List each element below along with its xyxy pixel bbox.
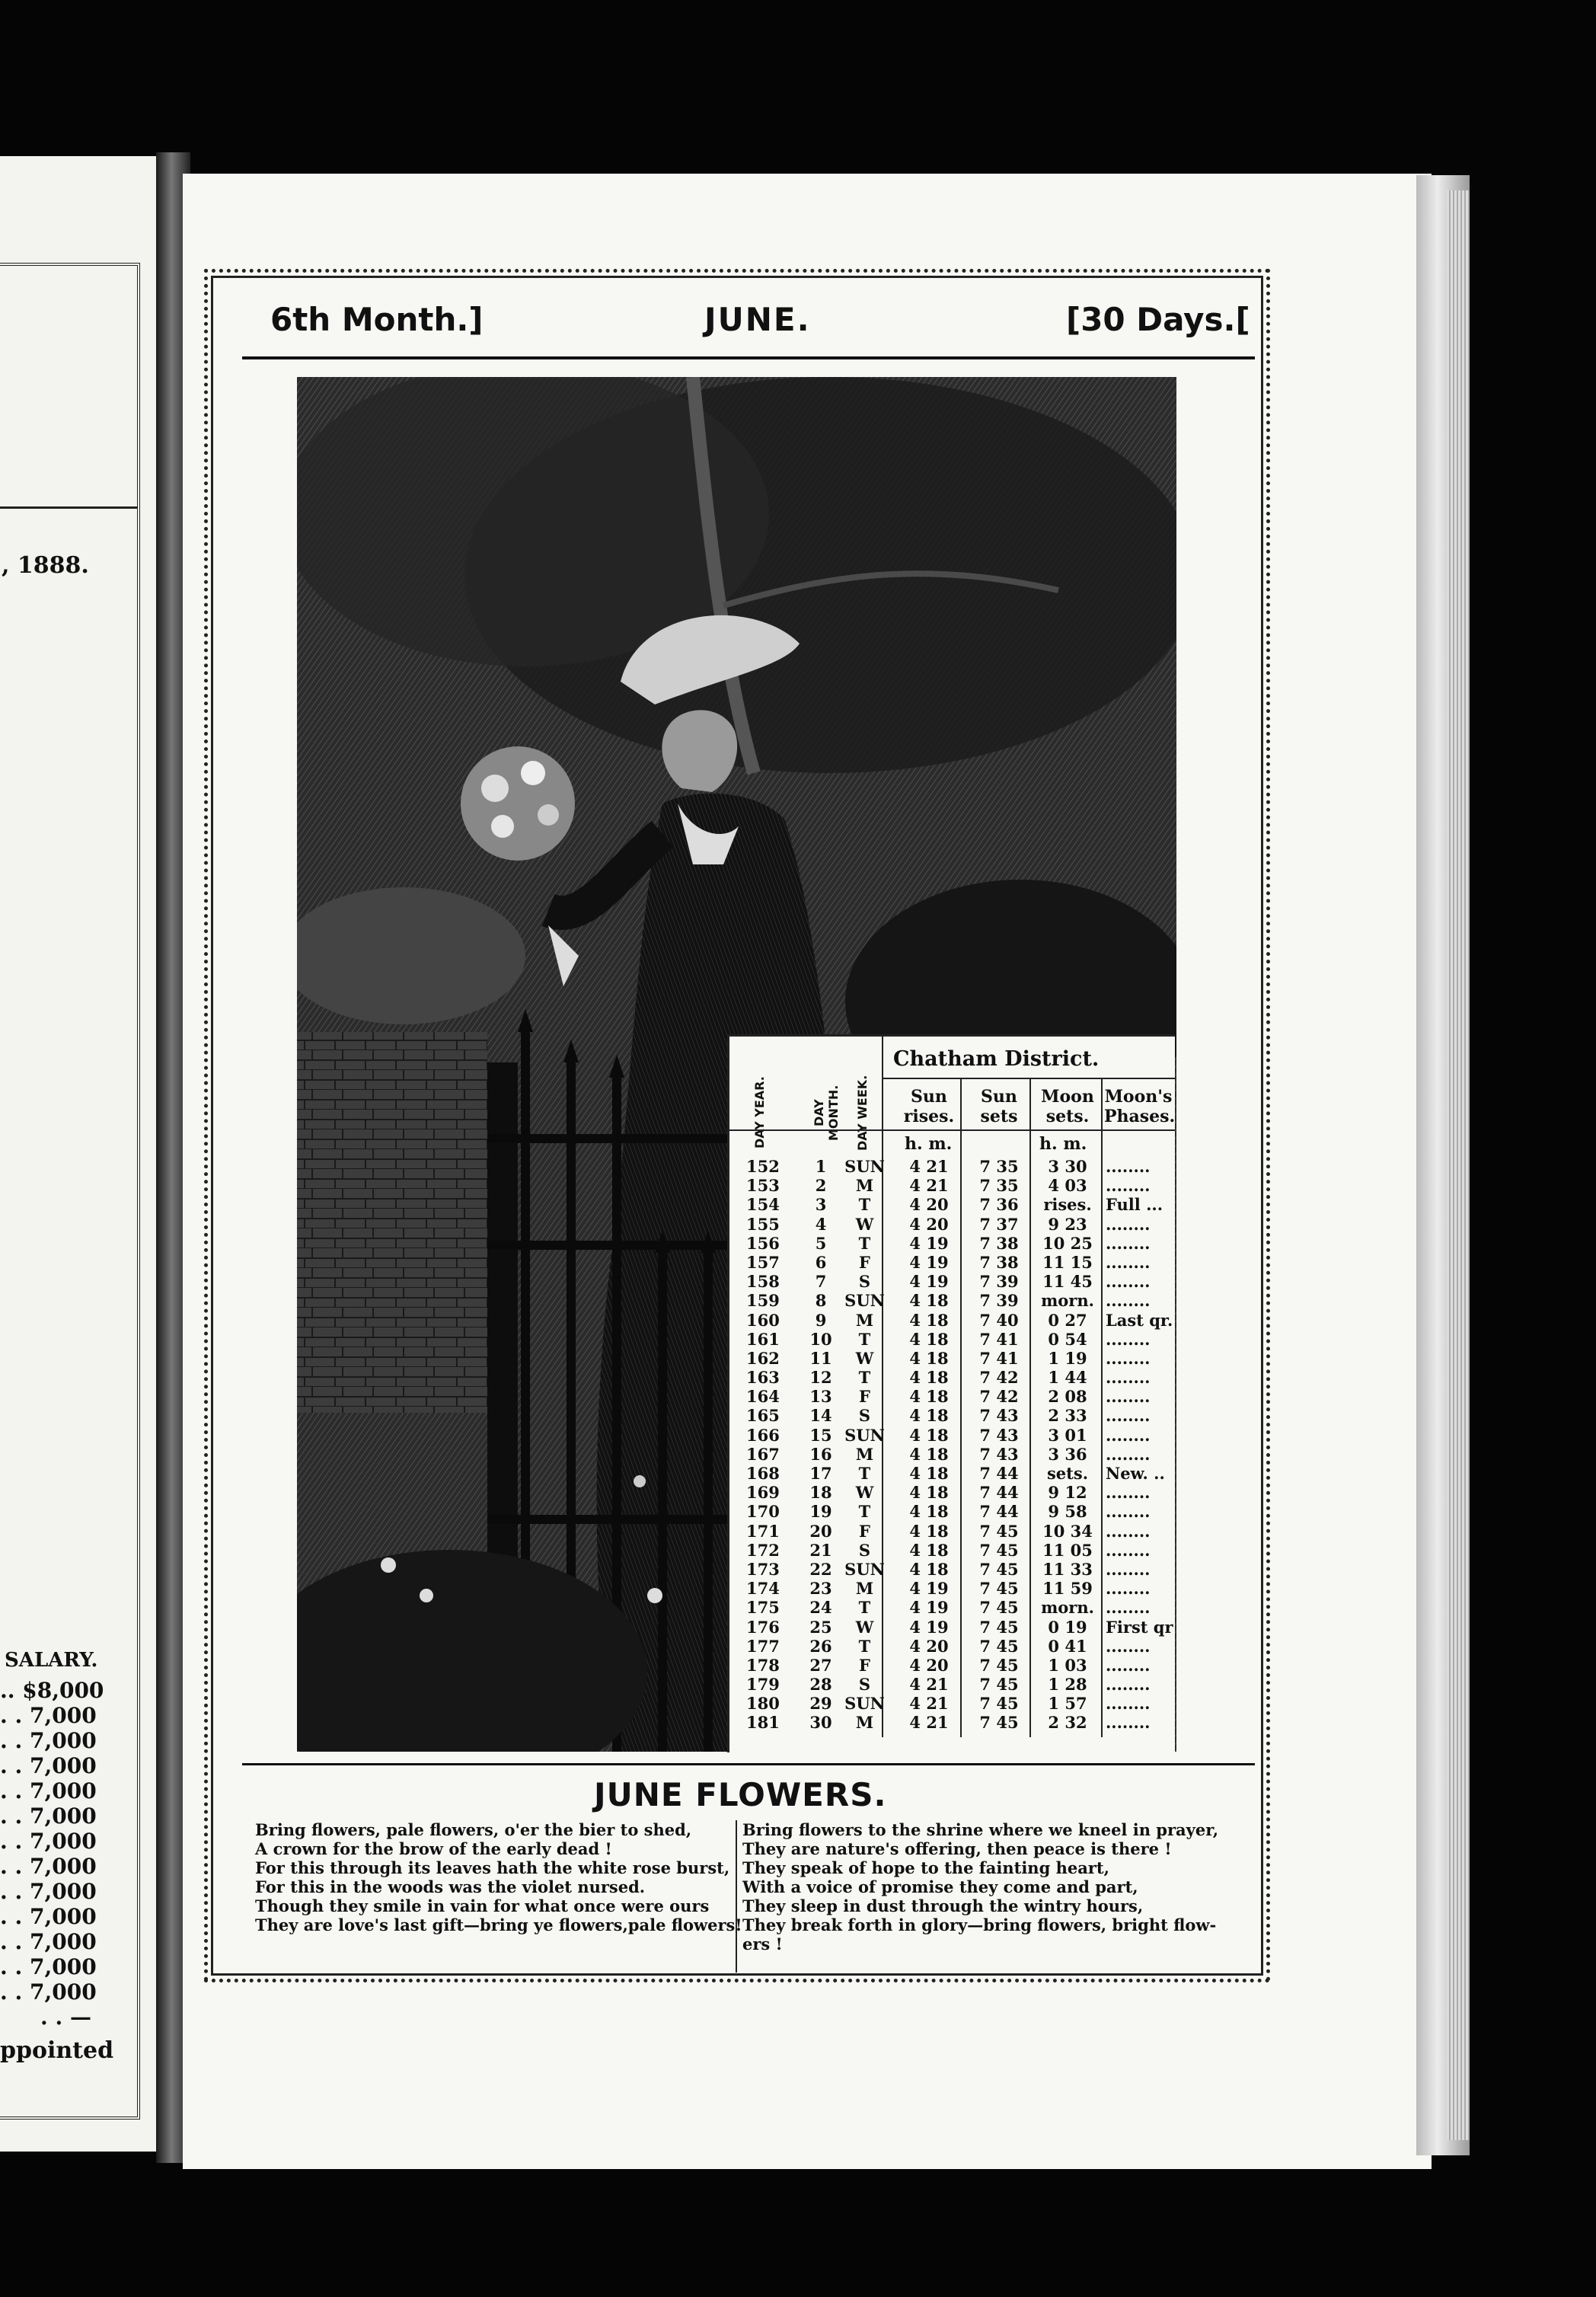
moon-phase-cell: ........ bbox=[1106, 1655, 1151, 1675]
moon-phase-cell: ........ bbox=[1106, 1233, 1151, 1253]
day-of-year-cell: 176 bbox=[746, 1617, 780, 1637]
poem-line: With a voice of promise they come and part, bbox=[742, 1877, 1138, 1896]
moon-phase-cell: ........ bbox=[1106, 1425, 1151, 1445]
day-of-month-cell: 1 bbox=[815, 1157, 827, 1176]
sun-rises-cell: 4 19 bbox=[909, 1272, 949, 1292]
table-row bbox=[729, 1522, 1175, 1541]
sun-rises-cell: 4 18 bbox=[909, 1406, 949, 1426]
sun-rises-cell: 4 20 bbox=[909, 1214, 949, 1234]
moon-phase-cell: ........ bbox=[1106, 1675, 1151, 1695]
day-of-year-cell: 164 bbox=[746, 1387, 780, 1407]
table-row bbox=[729, 1618, 1175, 1637]
day-of-year-cell: 157 bbox=[746, 1252, 780, 1272]
day-of-year-cell: 174 bbox=[746, 1579, 780, 1599]
sun-rises-cell: 4 18 bbox=[909, 1310, 949, 1330]
moon-phase-cell: ........ bbox=[1106, 1176, 1151, 1196]
table-row bbox=[729, 1694, 1175, 1713]
moon-sets-cell: 2 33 bbox=[1048, 1406, 1087, 1426]
day-of-week-cell: F bbox=[859, 1252, 870, 1272]
day-of-month-cell: 17 bbox=[809, 1464, 832, 1483]
salary-heading: SALARY. bbox=[5, 1649, 98, 1672]
day-of-month-cell: 10 bbox=[809, 1329, 832, 1349]
moon-sets-cell: 0 19 bbox=[1048, 1617, 1087, 1637]
moon-sets-cell: 4 03 bbox=[1048, 1176, 1087, 1196]
poem-line: They are nature's offering, then peace is there ! bbox=[742, 1839, 1172, 1858]
day-of-year-cell: 163 bbox=[746, 1368, 780, 1388]
almanac-rows bbox=[729, 1157, 1175, 1733]
moon-phase-cell: ........ bbox=[1106, 1444, 1151, 1464]
day-of-year-cell: 171 bbox=[746, 1521, 780, 1541]
day-of-week-cell: SUN bbox=[844, 1559, 885, 1579]
sun-sets-cell: 7 35 bbox=[979, 1176, 1019, 1196]
moon-sets-cell: 1 57 bbox=[1048, 1694, 1087, 1714]
moon-phase-cell: ........ bbox=[1106, 1559, 1151, 1579]
col-moon-sets: Moon sets. bbox=[1041, 1087, 1094, 1126]
sun-rises-cell: 4 18 bbox=[909, 1483, 949, 1503]
sun-rises-cell: 4 18 bbox=[909, 1291, 949, 1311]
day-of-month-cell: 20 bbox=[809, 1521, 832, 1541]
moon-sets-cell: 2 32 bbox=[1048, 1713, 1087, 1733]
table-row bbox=[729, 1349, 1175, 1368]
moon-phase-cell: New. .. bbox=[1106, 1464, 1165, 1483]
table-row bbox=[729, 1541, 1175, 1560]
day-of-month-cell: 25 bbox=[809, 1617, 832, 1637]
moon-sets-cell: sets. bbox=[1046, 1464, 1089, 1483]
day-of-month-cell: 19 bbox=[809, 1502, 832, 1522]
moon-sets-cell: morn. bbox=[1041, 1291, 1094, 1311]
table-row bbox=[729, 1426, 1175, 1445]
moon-sets-cell: 0 54 bbox=[1048, 1329, 1087, 1349]
day-of-month-cell: 5 bbox=[815, 1233, 827, 1253]
sun-sets-cell: 7 39 bbox=[979, 1272, 1019, 1292]
day-of-week-cell: F bbox=[859, 1387, 870, 1407]
moon-sets-cell: 1 19 bbox=[1048, 1348, 1087, 1368]
day-of-year-cell: 178 bbox=[746, 1655, 780, 1675]
day-of-week-cell: SUN bbox=[844, 1694, 885, 1714]
day-of-week-cell: W bbox=[855, 1483, 874, 1503]
salary-value: . . — bbox=[40, 2005, 91, 2030]
day-of-week-cell: S bbox=[858, 1272, 871, 1292]
day-of-year-cell: 154 bbox=[746, 1195, 780, 1215]
day-of-month-cell: 9 bbox=[815, 1310, 827, 1330]
day-of-week-cell: M bbox=[855, 1579, 874, 1599]
moon-sets-cell: 10 34 bbox=[1042, 1521, 1093, 1541]
day-of-month-cell: 13 bbox=[809, 1387, 832, 1407]
table-row bbox=[729, 1483, 1175, 1502]
poem-line: Bring flowers to the shrine where we kneel in prayer, bbox=[742, 1820, 1219, 1839]
header-rule bbox=[242, 356, 1255, 359]
sun-sets-cell: 7 43 bbox=[979, 1425, 1019, 1445]
day-of-year-cell: 153 bbox=[746, 1176, 780, 1196]
sun-sets-cell: 7 41 bbox=[979, 1329, 1019, 1349]
sun-rises-cell: 4 18 bbox=[909, 1348, 949, 1368]
poem-line: ers ! bbox=[742, 1934, 783, 1954]
col-day-month: DAY MONTH. bbox=[812, 1085, 841, 1141]
table-row bbox=[729, 1157, 1175, 1176]
moon-sets-cell: morn. bbox=[1041, 1598, 1094, 1618]
sun-sets-cell: 7 45 bbox=[979, 1636, 1019, 1656]
table-row bbox=[729, 1291, 1175, 1310]
day-of-month-cell: 8 bbox=[815, 1291, 827, 1311]
moon-phase-cell: First qr bbox=[1106, 1617, 1173, 1637]
sun-sets-cell: 7 43 bbox=[979, 1444, 1019, 1464]
moon-phase-cell: ........ bbox=[1106, 1368, 1151, 1388]
sun-sets-cell: 7 44 bbox=[979, 1502, 1019, 1522]
day-of-year-cell: 158 bbox=[746, 1272, 780, 1292]
day-of-year-cell: 169 bbox=[746, 1483, 780, 1503]
moon-phase-cell: ........ bbox=[1106, 1329, 1151, 1349]
poem-line: For this in the woods was the violet nursed. bbox=[255, 1877, 646, 1896]
sun-sets-cell: 7 45 bbox=[979, 1655, 1019, 1675]
day-of-month-cell: 16 bbox=[809, 1444, 832, 1464]
col-sun-rises: Sun rises. bbox=[903, 1087, 955, 1126]
day-of-year-cell: 168 bbox=[746, 1464, 780, 1483]
moon-phase-cell: ........ bbox=[1106, 1214, 1151, 1234]
day-of-week-cell: F bbox=[859, 1521, 870, 1541]
days-count: [30 Days.[ bbox=[1066, 301, 1250, 338]
day-of-week-cell: M bbox=[855, 1310, 874, 1330]
sun-sets-cell: 7 45 bbox=[979, 1579, 1019, 1599]
salary-value: . . 7,000 bbox=[0, 1703, 97, 1728]
moon-phase-cell: ........ bbox=[1106, 1157, 1151, 1176]
day-of-year-cell: 180 bbox=[746, 1694, 780, 1714]
table-row bbox=[729, 1464, 1175, 1483]
day-of-month-cell: 27 bbox=[809, 1655, 832, 1675]
moon-phase-cell: Full ... bbox=[1106, 1195, 1163, 1215]
day-of-month-cell: 14 bbox=[809, 1406, 832, 1426]
sun-sets-cell: 7 41 bbox=[979, 1348, 1019, 1368]
sun-rises-cell: 4 19 bbox=[909, 1617, 949, 1637]
sun-rises-cell: 4 18 bbox=[909, 1387, 949, 1407]
moon-phase-cell: ........ bbox=[1106, 1483, 1151, 1503]
sun-sets-cell: 7 45 bbox=[979, 1540, 1019, 1560]
moon-phase-cell: ........ bbox=[1106, 1502, 1151, 1522]
day-of-week-cell: S bbox=[858, 1675, 871, 1695]
day-of-year-cell: 155 bbox=[746, 1214, 780, 1234]
day-of-week-cell: T bbox=[858, 1464, 871, 1483]
day-of-week-cell: T bbox=[858, 1195, 871, 1215]
day-of-year-cell: 170 bbox=[746, 1502, 780, 1522]
sun-sets-cell: 7 45 bbox=[979, 1694, 1019, 1714]
moon-phase-cell: ........ bbox=[1106, 1694, 1151, 1714]
moon-sets-cell: rises. bbox=[1043, 1195, 1092, 1215]
poem-divider bbox=[736, 1820, 737, 1973]
moon-phase-cell: ........ bbox=[1106, 1348, 1151, 1368]
moon-sets-cell: 1 28 bbox=[1048, 1675, 1087, 1695]
moon-phase-cell: ........ bbox=[1106, 1540, 1151, 1560]
header-rule bbox=[729, 1129, 1175, 1131]
salary-value: . . 7,000 bbox=[0, 1728, 97, 1753]
table-row bbox=[729, 1560, 1175, 1579]
table-row bbox=[729, 1330, 1175, 1349]
day-of-month-cell: 21 bbox=[809, 1540, 832, 1560]
table-row bbox=[729, 1675, 1175, 1694]
sun-rises-cell: 4 19 bbox=[909, 1233, 949, 1253]
sun-rises-cell: 4 21 bbox=[909, 1694, 949, 1714]
appointed-text: ppointed bbox=[0, 2037, 114, 2064]
day-of-year-cell: 159 bbox=[746, 1291, 780, 1311]
day-of-year-cell: 175 bbox=[746, 1598, 780, 1618]
salary-value: . . 7,000 bbox=[0, 1879, 97, 1904]
day-of-week-cell: T bbox=[858, 1233, 871, 1253]
sun-sets-cell: 7 45 bbox=[979, 1713, 1019, 1733]
day-of-month-cell: 18 bbox=[809, 1483, 832, 1503]
day-of-week-cell: T bbox=[858, 1329, 871, 1349]
table-row bbox=[729, 1579, 1175, 1598]
table-row bbox=[729, 1253, 1175, 1272]
moon-sets-cell: 1 03 bbox=[1048, 1655, 1087, 1675]
moon-phase-cell: ........ bbox=[1106, 1713, 1151, 1733]
table-row bbox=[729, 1195, 1175, 1214]
moon-sets-cell: 0 27 bbox=[1048, 1310, 1087, 1330]
day-of-year-cell: 177 bbox=[746, 1636, 780, 1656]
moon-phase-cell: ........ bbox=[1106, 1291, 1151, 1311]
day-of-year-cell: 165 bbox=[746, 1406, 780, 1426]
sun-sets-cell: 7 45 bbox=[979, 1617, 1019, 1637]
page-edges bbox=[1447, 190, 1470, 2140]
day-of-year-cell: 166 bbox=[746, 1425, 780, 1445]
sun-sets-cell: 7 42 bbox=[979, 1387, 1019, 1407]
salary-value: . . 7,000 bbox=[0, 1829, 97, 1854]
day-of-week-cell: SUN bbox=[844, 1157, 885, 1176]
moon-sets-cell: 2 08 bbox=[1048, 1387, 1087, 1407]
poem-line: Though they smile in vain for what once were ours bbox=[255, 1896, 710, 1915]
sun-rises-cell: 4 18 bbox=[909, 1425, 949, 1445]
moon-sets-cell: 10 25 bbox=[1042, 1233, 1093, 1253]
poem-line: They break forth in glory—bring flowers, bright flow- bbox=[742, 1915, 1217, 1934]
sun-sets-cell: 7 44 bbox=[979, 1464, 1019, 1483]
sun-rises-cell: 4 18 bbox=[909, 1464, 949, 1483]
salary-value: .. $8,000 bbox=[0, 1678, 104, 1703]
moon-sets-cell: 3 30 bbox=[1048, 1157, 1087, 1176]
unit-moon-sets: h. m. bbox=[1039, 1134, 1087, 1154]
col-day-year: DAY YEAR. bbox=[752, 1076, 767, 1149]
day-of-month-cell: 3 bbox=[815, 1195, 827, 1215]
sun-sets-cell: 7 45 bbox=[979, 1559, 1019, 1579]
sun-rises-cell: 4 19 bbox=[909, 1598, 949, 1618]
day-of-week-cell: T bbox=[858, 1368, 871, 1388]
day-of-month-cell: 26 bbox=[809, 1636, 832, 1656]
sun-rises-cell: 4 18 bbox=[909, 1444, 949, 1464]
sun-sets-cell: 7 44 bbox=[979, 1483, 1019, 1503]
day-of-year-cell: 173 bbox=[746, 1559, 780, 1579]
day-of-month-cell: 15 bbox=[809, 1425, 832, 1445]
salary-value: . . 7,000 bbox=[0, 1929, 97, 1954]
district-rule bbox=[882, 1078, 1175, 1079]
table-row bbox=[729, 1637, 1175, 1656]
moon-sets-cell: 11 05 bbox=[1042, 1540, 1093, 1560]
month-name: JUNE. bbox=[704, 301, 811, 338]
poem-line: For this through its leaves hath the white rose burst, bbox=[255, 1858, 730, 1877]
moon-phase-cell: ........ bbox=[1106, 1521, 1151, 1541]
table-row bbox=[729, 1656, 1175, 1675]
day-of-month-cell: 12 bbox=[809, 1368, 832, 1388]
salary-value: . . 7,000 bbox=[0, 1803, 97, 1829]
moon-phase-cell: ........ bbox=[1106, 1598, 1151, 1618]
day-of-year-cell: 172 bbox=[746, 1540, 780, 1560]
sun-rises-cell: 4 20 bbox=[909, 1636, 949, 1656]
day-of-week-cell: W bbox=[855, 1214, 874, 1234]
salary-value: . . 7,000 bbox=[0, 1753, 97, 1778]
day-of-week-cell: SUN bbox=[844, 1291, 885, 1311]
sun-rises-cell: 4 19 bbox=[909, 1579, 949, 1599]
sun-sets-cell: 7 43 bbox=[979, 1406, 1019, 1426]
previous-page-rule bbox=[0, 506, 137, 509]
salary-list bbox=[0, 1678, 104, 2030]
day-of-year-cell: 152 bbox=[746, 1157, 780, 1176]
sun-rises-cell: 4 20 bbox=[909, 1655, 949, 1675]
poem-line: A crown for the brow of the early dead ! bbox=[255, 1839, 612, 1858]
day-of-month-cell: 24 bbox=[809, 1598, 832, 1618]
sun-rises-cell: 4 18 bbox=[909, 1521, 949, 1541]
moon-sets-cell: 11 15 bbox=[1042, 1252, 1093, 1272]
sun-rises-cell: 4 18 bbox=[909, 1329, 949, 1349]
table-row bbox=[729, 1406, 1175, 1425]
poem-left-column bbox=[255, 1820, 742, 1934]
sun-rises-cell: 4 20 bbox=[909, 1195, 949, 1215]
poem-line: They are love's last gift—bring ye flowers,pale flowers! bbox=[255, 1915, 742, 1934]
salary-value: . . 7,000 bbox=[0, 1954, 97, 1979]
day-of-month-cell: 28 bbox=[809, 1675, 832, 1695]
moon-phase-cell: ........ bbox=[1106, 1252, 1151, 1272]
moon-sets-cell: 9 23 bbox=[1048, 1214, 1087, 1234]
day-of-month-cell: 23 bbox=[809, 1579, 832, 1599]
day-of-year-cell: 160 bbox=[746, 1310, 780, 1330]
sun-sets-cell: 7 35 bbox=[979, 1157, 1019, 1176]
day-of-week-cell: T bbox=[858, 1502, 871, 1522]
table-row bbox=[729, 1713, 1175, 1732]
moon-sets-cell: 3 36 bbox=[1048, 1444, 1087, 1464]
poem-right-column bbox=[742, 1820, 1218, 1954]
moon-sets-cell: 11 45 bbox=[1042, 1272, 1093, 1292]
day-of-week-cell: M bbox=[855, 1713, 874, 1733]
col-day-week: DAY WEEK. bbox=[855, 1075, 870, 1151]
district-title: Chatham District. bbox=[893, 1047, 1100, 1071]
day-of-week-cell: T bbox=[858, 1598, 871, 1618]
day-of-month-cell: 11 bbox=[809, 1348, 832, 1368]
sun-rises-cell: 4 21 bbox=[909, 1176, 949, 1196]
sun-rises-cell: 4 21 bbox=[909, 1675, 949, 1695]
sun-rises-cell: 4 18 bbox=[909, 1540, 949, 1560]
sun-rises-cell: 4 18 bbox=[909, 1559, 949, 1579]
almanac-table bbox=[727, 1034, 1175, 1752]
table-row bbox=[729, 1502, 1175, 1521]
moon-sets-cell: 0 41 bbox=[1048, 1636, 1087, 1656]
table-row bbox=[729, 1215, 1175, 1234]
sun-sets-cell: 7 40 bbox=[979, 1310, 1019, 1330]
day-of-week-cell: M bbox=[855, 1176, 874, 1196]
day-of-week-cell: F bbox=[859, 1655, 870, 1675]
sun-rises-cell: 4 18 bbox=[909, 1368, 949, 1388]
day-of-year-cell: 162 bbox=[746, 1348, 780, 1368]
moon-phase-cell: ........ bbox=[1106, 1579, 1151, 1599]
table-row bbox=[729, 1387, 1175, 1406]
sun-rises-cell: 4 21 bbox=[909, 1713, 949, 1733]
salary-value: . . 7,000 bbox=[0, 1979, 97, 2005]
previous-page bbox=[0, 156, 179, 2152]
salary-value: . . 7,000 bbox=[0, 1904, 97, 1929]
sun-rises-cell: 4 21 bbox=[909, 1157, 949, 1176]
sun-sets-cell: 7 38 bbox=[979, 1252, 1019, 1272]
table-row bbox=[729, 1311, 1175, 1330]
sun-sets-cell: 7 39 bbox=[979, 1291, 1019, 1311]
sun-rises-cell: 4 19 bbox=[909, 1252, 949, 1272]
sun-sets-cell: 7 37 bbox=[979, 1214, 1019, 1234]
day-of-month-cell: 29 bbox=[809, 1694, 832, 1714]
sun-sets-cell: 7 45 bbox=[979, 1521, 1019, 1541]
day-of-week-cell: W bbox=[855, 1348, 874, 1368]
moon-phase-cell: ........ bbox=[1106, 1387, 1151, 1407]
poem-top-rule bbox=[242, 1763, 1255, 1765]
col-sun-sets: Sun sets bbox=[980, 1087, 1018, 1126]
moon-sets-cell: 11 59 bbox=[1042, 1579, 1093, 1599]
sun-sets-cell: 7 38 bbox=[979, 1233, 1019, 1253]
day-of-month-cell: 4 bbox=[815, 1214, 827, 1234]
table-row bbox=[729, 1176, 1175, 1195]
moon-phase-cell: Last qr. bbox=[1106, 1310, 1173, 1330]
poem-line: They sleep in dust through the wintry hours, bbox=[742, 1896, 1144, 1915]
table-row bbox=[729, 1272, 1175, 1291]
day-of-week-cell: SUN bbox=[844, 1425, 885, 1445]
moon-sets-cell: 9 12 bbox=[1048, 1483, 1087, 1503]
col-moon-phases: Moon's Phases. bbox=[1104, 1087, 1176, 1126]
moon-sets-cell: 9 58 bbox=[1048, 1502, 1087, 1522]
table-row bbox=[729, 1368, 1175, 1387]
poem-line: They speak of hope to the fainting heart, bbox=[742, 1858, 1109, 1877]
moon-phase-cell: ........ bbox=[1106, 1406, 1151, 1426]
table-row bbox=[729, 1598, 1175, 1617]
month-number: 6th Month.] bbox=[270, 301, 484, 338]
sun-sets-cell: 7 45 bbox=[979, 1598, 1019, 1618]
moon-phase-cell: ........ bbox=[1106, 1272, 1151, 1292]
previous-page-year: , 1888. bbox=[2, 552, 89, 579]
day-of-month-cell: 2 bbox=[815, 1176, 827, 1196]
day-of-month-cell: 30 bbox=[809, 1713, 832, 1733]
day-of-year-cell: 161 bbox=[746, 1329, 780, 1349]
poem-title: JUNE FLOWERS. bbox=[594, 1776, 887, 1813]
day-of-year-cell: 179 bbox=[746, 1675, 780, 1695]
moon-phase-cell: ........ bbox=[1106, 1636, 1151, 1656]
day-of-year-cell: 181 bbox=[746, 1713, 780, 1733]
table-row bbox=[729, 1445, 1175, 1464]
poem-line: Bring flowers, pale flowers, o'er the bier to shed, bbox=[255, 1820, 692, 1839]
day-of-week-cell: S bbox=[858, 1406, 871, 1426]
day-of-week-cell: T bbox=[858, 1636, 871, 1656]
day-of-month-cell: 22 bbox=[809, 1559, 832, 1579]
day-of-month-cell: 6 bbox=[815, 1252, 827, 1272]
day-of-week-cell: S bbox=[858, 1540, 871, 1560]
table-row bbox=[729, 1234, 1175, 1253]
day-of-month-cell: 7 bbox=[815, 1272, 827, 1292]
unit-sun-rises: h. m. bbox=[905, 1134, 953, 1154]
salary-value: . . 7,000 bbox=[0, 1854, 97, 1879]
moon-sets-cell: 1 44 bbox=[1048, 1368, 1087, 1388]
sun-sets-cell: 7 42 bbox=[979, 1368, 1019, 1388]
sun-sets-cell: 7 45 bbox=[979, 1675, 1019, 1695]
sun-sets-cell: 7 36 bbox=[979, 1195, 1019, 1215]
day-of-year-cell: 156 bbox=[746, 1233, 780, 1253]
moon-sets-cell: 11 33 bbox=[1042, 1559, 1093, 1579]
salary-value: . . 7,000 bbox=[0, 1778, 97, 1803]
day-of-week-cell: W bbox=[855, 1617, 874, 1637]
day-of-year-cell: 167 bbox=[746, 1444, 780, 1464]
day-of-week-cell: M bbox=[855, 1444, 874, 1464]
sun-rises-cell: 4 18 bbox=[909, 1502, 949, 1522]
moon-sets-cell: 3 01 bbox=[1048, 1425, 1087, 1445]
